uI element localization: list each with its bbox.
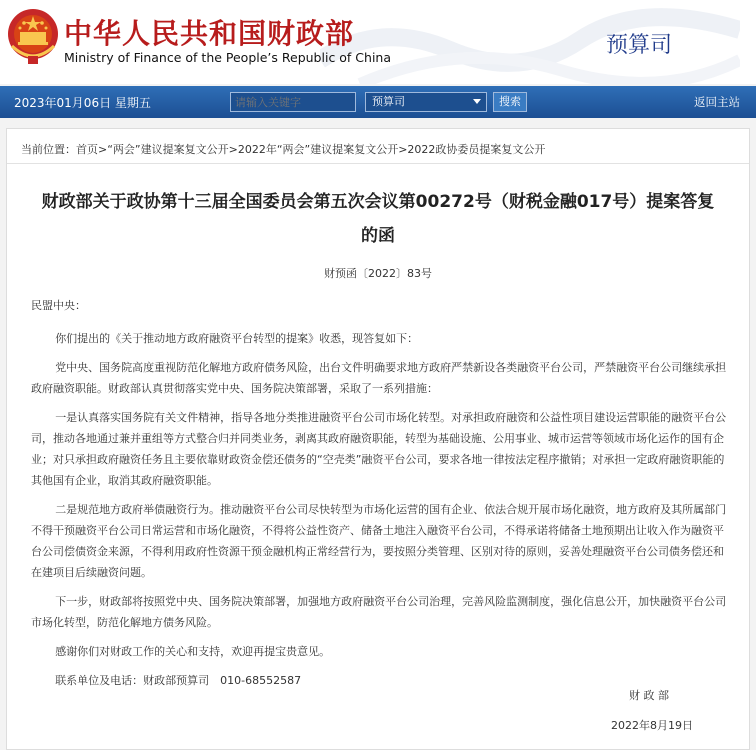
department-name: 预算司 — [606, 33, 673, 58]
department-select[interactable] — [365, 92, 487, 112]
document-number: 财预函〔2022〕83号 — [324, 267, 432, 280]
signature-date: 2022年8月19日 — [611, 719, 693, 732]
search-input[interactable] — [230, 92, 356, 112]
paragraph: 下一步，财政部将按照党中央、国务院决策部署，加强地方政府融资平台公司治理，完善风险监测制度，强化信息公开，加快融资平台公司市场化转型，防范化解地方债务风险。 — [31, 595, 727, 629]
paragraph: 感谢你们对财政工作的关心和支持，欢迎再提宝贵意见。 — [55, 645, 331, 658]
navigation-bar — [0, 86, 756, 118]
signature: 财 政 部 — [629, 689, 669, 702]
paragraph: 党中央、国务院高度重视防范化解地方政府债务风险，出台文件明确要求地方政府严禁新设各类融资平台公司，严禁融资平台公司继续承担政府融资职能。财政部认真贯彻落实党中央、国务院决策部署，采取了一系列措施： — [31, 361, 727, 395]
page-title: 财政部关于政协第十三届全国委员会第五次会议第00272号（财税金融017号）提案答复的函 — [41, 192, 715, 246]
department-select-value: 预算司 — [372, 95, 405, 108]
contact-info: 联系单位及电话：财政部预算司 010-68552587 — [55, 674, 302, 687]
current-date: 2023年01月06日 星期五 — [14, 96, 151, 110]
site-name-chinese[interactable]: 中华人民共和国财政部 — [64, 17, 355, 50]
breadcrumb[interactable]: 当前位置：首页>“两会”建议提案复文公开>2022年“两会”建议提案复文公开>2022政协委员提案复文公开 — [21, 143, 546, 156]
paragraph: 一是认真落实国务院有关文件精神，指导各地分类推进融资平台公司市场化转型。对承担政府融资和公益性项目建设运营职能的融资平台公司，推动各地通过兼并重组等方式整合归并同类业务，剥离其政府融资职能，转型为基础设施、公用事业、城市运营等领域市场化运作的国有企业；对只承担政府融资任务且主要依靠财政资金偿还债务的“空壳类”融资平台公司，要求各地一律按法定程序撤销；对承担一定政府融资职能的其他国有企业，取消其政府融资职能。 — [31, 411, 727, 487]
return-home-link[interactable]: 返回主站 — [694, 95, 740, 109]
search-button[interactable]: 搜索 — [493, 92, 527, 112]
salutation: 民盟中央： — [31, 299, 86, 312]
header-watermark — [320, 0, 740, 84]
divider — [7, 163, 749, 164]
article-panel — [6, 128, 750, 750]
national-emblem-icon[interactable] — [6, 6, 60, 66]
chevron-down-icon — [473, 99, 481, 104]
paragraph: 二是规范地方政府举债融资行为。推动融资平台公司尽快转型为市场化运营的国有企业、依法合规开展市场化融资，地方政府及其所属部门不得干预融资平台公司日常运营和市场化融资，不得将公益性资产、储备土地注入融资平台公司，不得承诺将储备土地预期出让收入作为融资平台公司偿债资金来源，不得利用政府性资源干预金融机构正常经营行为，要按照分类管理、区别对待的原则，妥善处理融资平台公司债务偿还和在建项目后续融资问题。 — [31, 503, 727, 579]
site-name-english: Ministry of Finance of the People’s Republic of China — [64, 50, 392, 65]
article-body — [31, 295, 731, 699]
paragraph: 你们提出的《关于推动地方政府融资平台转型的提案》收悉，现答复如下： — [55, 332, 419, 345]
site-header — [0, 0, 756, 84]
